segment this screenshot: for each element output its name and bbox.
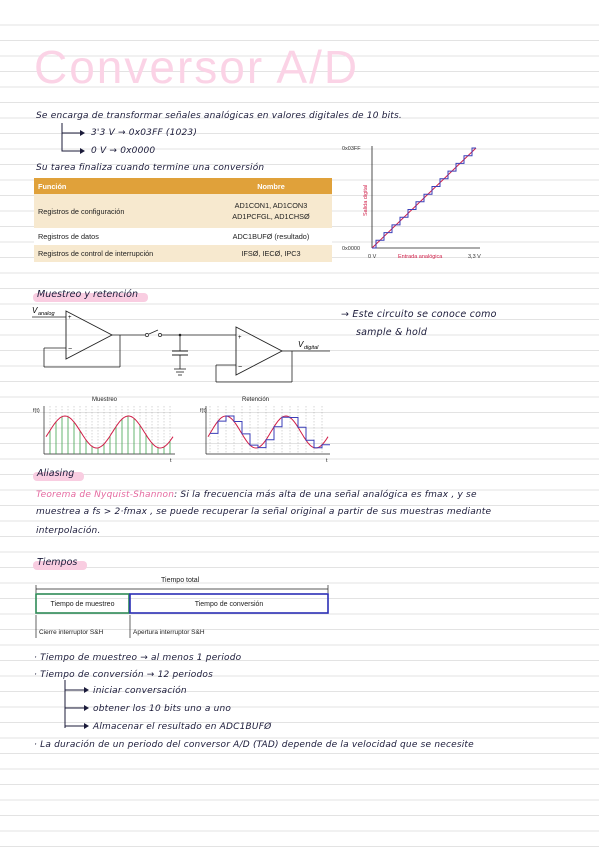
page-title: Conversor A/D (34, 41, 360, 93)
svg-text:−: − (68, 346, 73, 353)
table-cell: AD1CON1, AD1CON3 AD1PCFGL, AD1CHSØ (210, 194, 332, 228)
table-row (34, 194, 332, 228)
aliasing-text-1: : Si la frecuencia más alta de una señal analógica es fmax , y se (174, 490, 477, 500)
table-row (34, 228, 332, 245)
transfer-chart (340, 140, 500, 266)
sample-hold-circuit (30, 303, 335, 385)
chart-y-bottom: 0x0000 (342, 246, 361, 252)
aliasing-line-1 (36, 490, 477, 500)
circuit-note-2: sample & hold (356, 327, 428, 338)
tiempos-subnote-1: iniciar conversación (93, 686, 187, 696)
tiempos-last-line: · La duración de un periodo del conversor A/D (TAD) depende de la velocidad que se necesite (34, 740, 474, 750)
tiempos-subnote-3: Almacenar el resultado en ADC1BUFØ (93, 722, 272, 732)
hold-steps (210, 416, 330, 448)
timing-muestreo-label: Tiempo de muestreo (50, 601, 115, 608)
svg-text:−: − (238, 364, 243, 371)
wave1-f-label: f(t) (33, 408, 40, 414)
chart-x-right: 3,3 V (468, 254, 481, 260)
wave2-t-label: t (326, 458, 328, 464)
section-aliasing-heading: Aliasing (33, 468, 78, 479)
tiempos-note-1: · Tiempo de muestreo → al menos 1 periodo (34, 653, 242, 663)
chart-y-top: 0x03FF (342, 146, 361, 152)
intro-line-2: Su tarea finaliza cuando termine una conversión (36, 163, 265, 173)
chart-x-left: 0 V (368, 254, 377, 260)
aliasing-line-2: muestrea a fs > 2·fmax , se puede recuperar la señal original a partir de sus muestras mediante (36, 507, 492, 517)
wave2-f-label: f(t) (200, 408, 207, 414)
timing-apertura-label: Apertura interruptor S&H (133, 629, 205, 636)
v-digital-label: V (298, 340, 304, 349)
timing-conversion-label: Tiempo de conversión (194, 601, 264, 608)
svg-text:+: + (68, 315, 72, 321)
table-row (34, 245, 332, 262)
sampling-waveforms (30, 392, 335, 464)
tiempos-note-2: · Tiempo de conversión → 12 periodos (34, 670, 213, 680)
timing-total-label: Tiempo total (161, 577, 200, 584)
table-cell: ADC1BUFØ (resultado) (210, 228, 332, 245)
chart-x-label: Entrada analógica (398, 254, 443, 260)
register-table (34, 178, 332, 262)
table-cell: Registros de configuración (34, 194, 210, 228)
intro-line-1: Se encarga de transformar señales analógicas en valores digitales de 10 bits. (36, 111, 402, 121)
v-digital-sub: digital (304, 345, 319, 351)
tiempos-bracket-arrows (62, 680, 92, 732)
intro-arrow-1: 3'3 V → 0x03FF (1023) (91, 128, 198, 138)
wave-title-retencion: Retención (242, 397, 270, 403)
table-cell: Registros de control de interrupción (34, 245, 210, 262)
table-header-nombre: Nombre (210, 178, 332, 194)
timing-diagram (30, 572, 335, 644)
table-cell: IFSØ, IECØ, IPC3 (210, 245, 332, 262)
tiempos-subnote-2: obtener los 10 bits uno a uno (93, 704, 232, 714)
wave1-t-label: t (170, 458, 172, 464)
chart-staircase (372, 148, 476, 248)
intro-arrow-2: 0 V → 0x0000 (91, 146, 156, 156)
sample-lines (50, 406, 170, 454)
v-analog-sub: analog (38, 311, 55, 317)
table-cell: Registros de datos (34, 228, 210, 245)
nyquist-theorem-name: Teorema de Nyquist-Shannon (36, 490, 175, 500)
svg-text:+: + (238, 335, 242, 341)
chart-y-label: Salida digital (363, 184, 369, 216)
section-muestreo-heading: Muestreo y retención (33, 289, 142, 300)
bracket-arrows (58, 123, 90, 157)
table-header-funcion: Función (34, 178, 210, 194)
aliasing-line-3: interpolación. (36, 526, 101, 536)
section-tiempos-heading: Tiempos (33, 557, 81, 568)
wave-muestreo (46, 416, 173, 448)
timing-cierre-label: Cierre interruptor S&H (39, 629, 104, 636)
v-analog-label: V (32, 306, 38, 315)
wave-title-muestreo: Muestreo (92, 397, 118, 403)
circuit-note-1: → Este circuito se conoce como (341, 309, 497, 320)
